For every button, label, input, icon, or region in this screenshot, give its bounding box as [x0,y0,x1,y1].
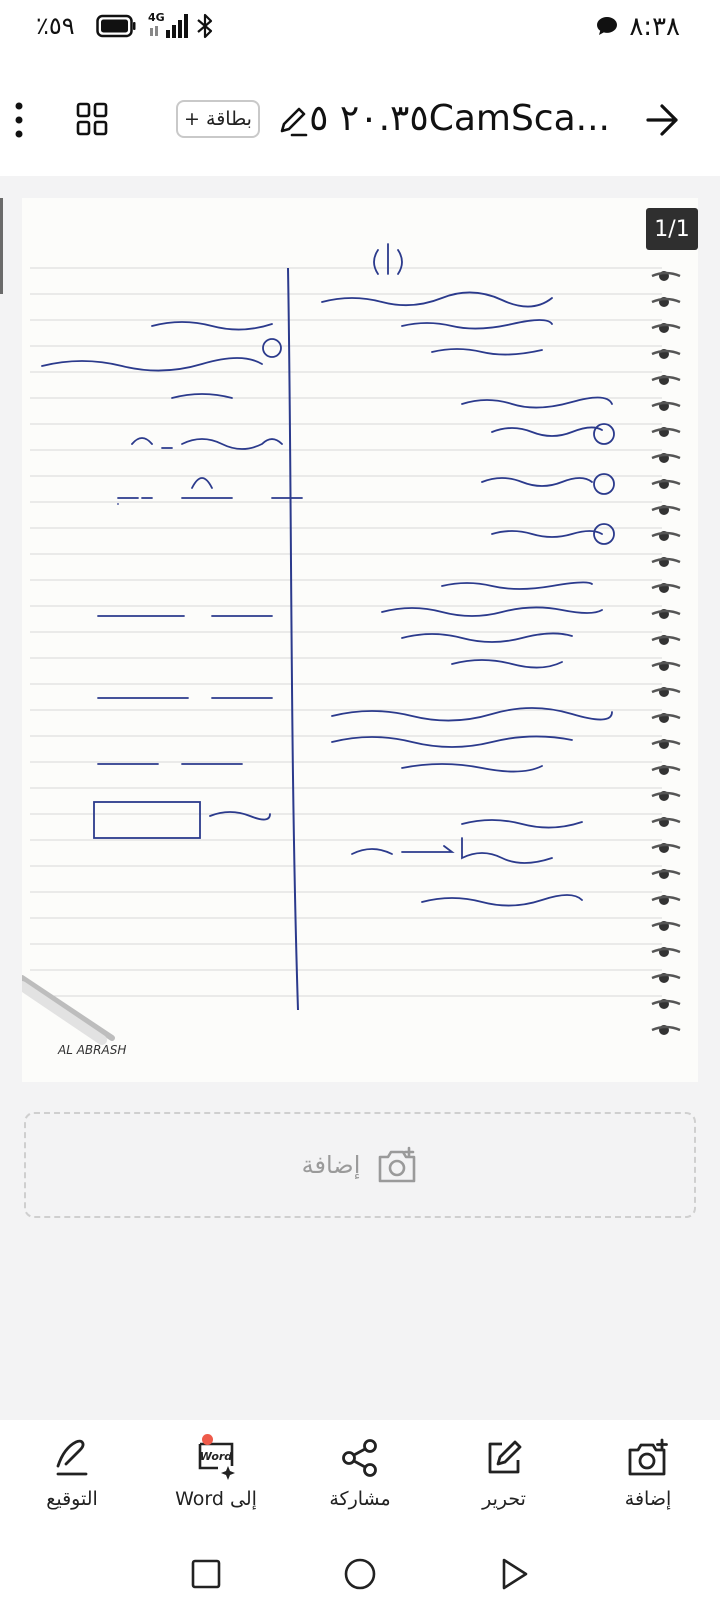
add-page-label: إضافة [301,1151,361,1179]
back-arrow-icon[interactable] [644,100,680,140]
battery-icon [96,14,136,38]
scroll-edge [0,198,3,294]
recents-square-icon[interactable] [186,1554,226,1594]
grid-view-icon[interactable] [76,102,108,136]
chat-notification-icon [596,16,618,36]
scanned-page[interactable] [22,198,698,1082]
system-nav-bar [0,1540,720,1612]
word-icon [194,1436,238,1480]
toolbar-add-label: إضافة [624,1488,672,1510]
toolbar-edit-label: تحرير [482,1488,526,1510]
add-photo-icon [376,1145,418,1185]
toolbar-word-button[interactable] [144,1420,288,1530]
toolbar-edit-button[interactable] [432,1420,576,1530]
status-time: ٨:٣٨ [629,12,680,42]
bottom-toolbar [0,1420,720,1530]
network-label: 4G [148,11,165,24]
rename-pencil-icon[interactable] [276,104,310,138]
status-bar [0,0,720,56]
toolbar-share-label: مشاركة [329,1488,391,1510]
bluetooth-icon [196,12,214,40]
add-card-button[interactable] [176,100,260,138]
toolbar-word-label: إلى Word [175,1488,257,1510]
scan-caption: AL ABRASH [58,1043,127,1057]
edit-icon [482,1436,526,1480]
add-card-label: بطاقة + [184,108,252,130]
toolbar-share-button[interactable] [288,1420,432,1530]
toolbar-signature-label: التوقيع [46,1488,98,1510]
app-bar [0,80,720,162]
toolbar-add-button[interactable] [576,1420,720,1530]
new-badge-dot [202,1434,213,1445]
more-options-icon[interactable] [14,100,24,140]
handwritten-notes-image [22,198,698,1082]
page-counter: 1/1 [646,208,698,250]
share-icon [338,1436,382,1480]
toolbar-signature-button[interactable] [0,1420,144,1530]
add-photo-icon [626,1436,670,1480]
back-triangle-icon[interactable] [494,1554,534,1594]
svg-text:Word: Word [199,1450,233,1463]
home-circle-icon[interactable] [340,1554,380,1594]
content-area [0,176,720,1420]
signal-icon [148,10,188,40]
signature-icon [50,1436,94,1480]
battery-percent: ٪٥٩ [36,12,75,40]
document-title[interactable]: ٢٠.٣٥ ٥CamSca... [309,98,610,139]
add-page-dropzone[interactable] [24,1112,696,1218]
